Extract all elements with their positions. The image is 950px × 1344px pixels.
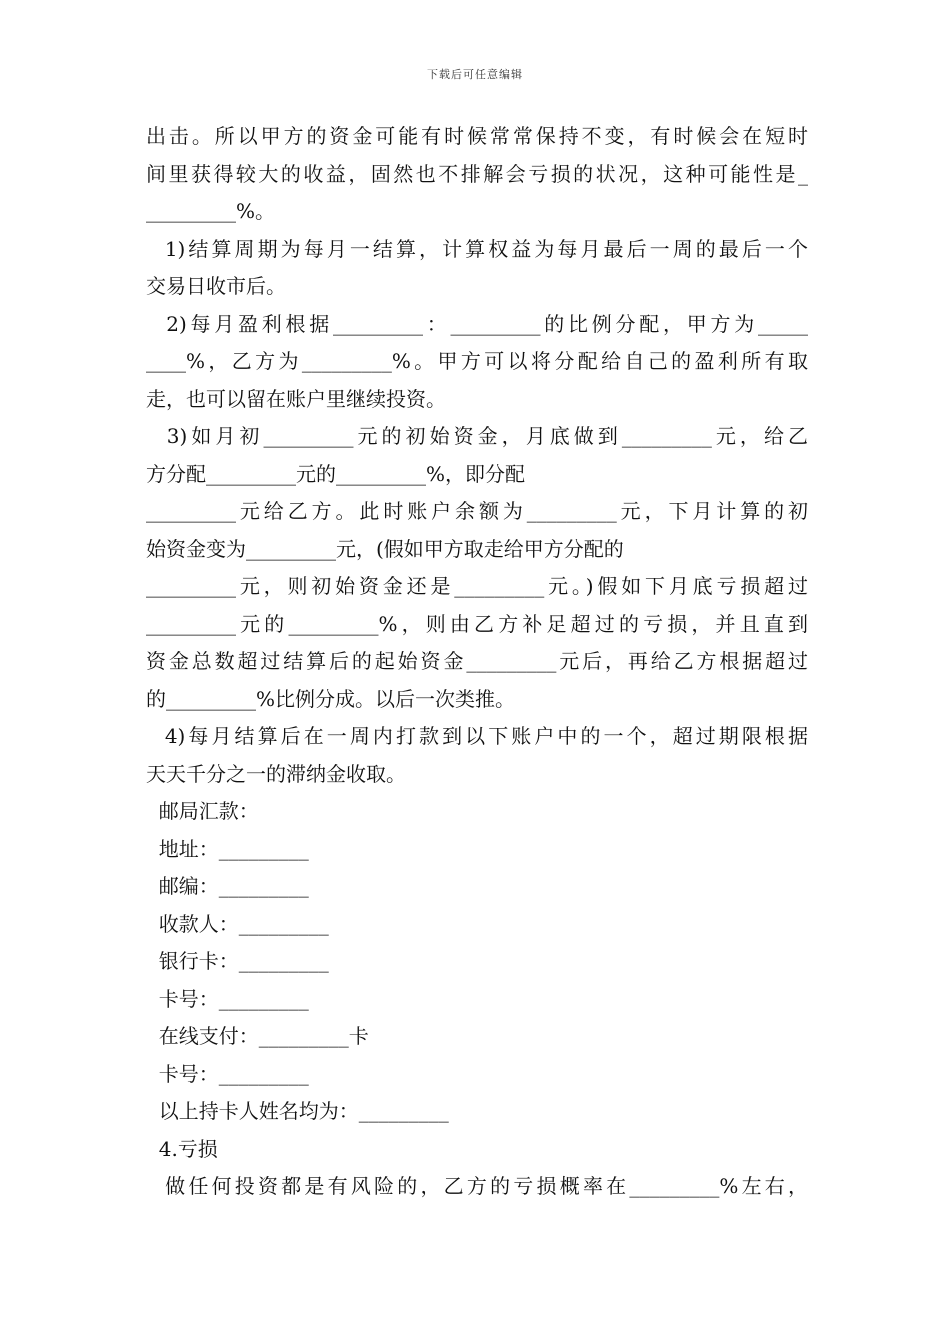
text-line: _________元的_________%，则由乙方补足超过的亏损，并且直到 [146,611,808,636]
text-line: 资金总数超过结算后的起始资金_________元后，再给乙方根据超过 [146,649,808,673]
text-line: 卡号：_________ [146,986,309,1011]
text-line: 卡号：_________ [146,1061,309,1086]
text-line: 的_________%比例分成。以后一次类推。 [146,686,516,711]
text-line: 收款人：_________ [146,911,329,936]
text-line: 1)结算周期为每月一结算，计算权益为每月最后一周的最后一个 [146,236,808,261]
text-line: 在线支付：_________卡 [146,1024,369,1048]
text-line: ____%，乙方为_________%。甲方可以将分配给自己的盈利所有取 [146,349,808,373]
text-line: 银行卡：_________ [146,949,329,973]
text-line: 天天千分之一的滞纳金收取。 [146,761,406,786]
text-line: 间里获得较大的收益，固然也不排解会亏损的状况，这种可能性是_ [146,161,808,186]
text-line: 邮局汇款： [146,799,259,823]
text-line: 交易日收市后。 [146,274,286,298]
text-line: 邮编：_________ [146,874,309,898]
text-line: _________%。 [146,199,276,223]
text-line: 出击。所以甲方的资金可能有时候常常保持不变，有时候会在短时 [146,124,808,148]
page-header: 下载后可任意编辑 [427,68,523,81]
text-line: 3)如月初_________元的初始资金，月底做到_________元，给乙 [146,424,808,448]
text-line: _________元给乙方。此时账户余额为_________元，下月计算的初 [146,499,808,523]
text-line: 走，也可以留在账户里继续投资。 [146,386,446,411]
text-line: 做任何投资都是有风险的，乙方的亏损概率在_________%左右， [146,1174,808,1198]
text-line: 以上持卡人姓名均为：_________ [146,1099,449,1123]
text-line: 2)每月盈利根据_________：_________的比例分配，甲方为_____ [146,311,808,336]
text-line: 方分配_________元的_________%，即分配 [146,461,526,486]
section-heading: 4.亏损 [146,1136,218,1161]
text-line: 地址：_________ [146,836,309,861]
text-line: _________元，则初始资金还是_________元。)假如下月底亏损超过 [146,574,808,598]
document-body [146,118,808,1206]
text-line: 4)每月结算后在一周内打款到以下账户中的一个，超过期限根据 [146,724,808,748]
text-line: 始资金变为_________元，(假如甲方取走给甲方分配的 [146,536,624,561]
